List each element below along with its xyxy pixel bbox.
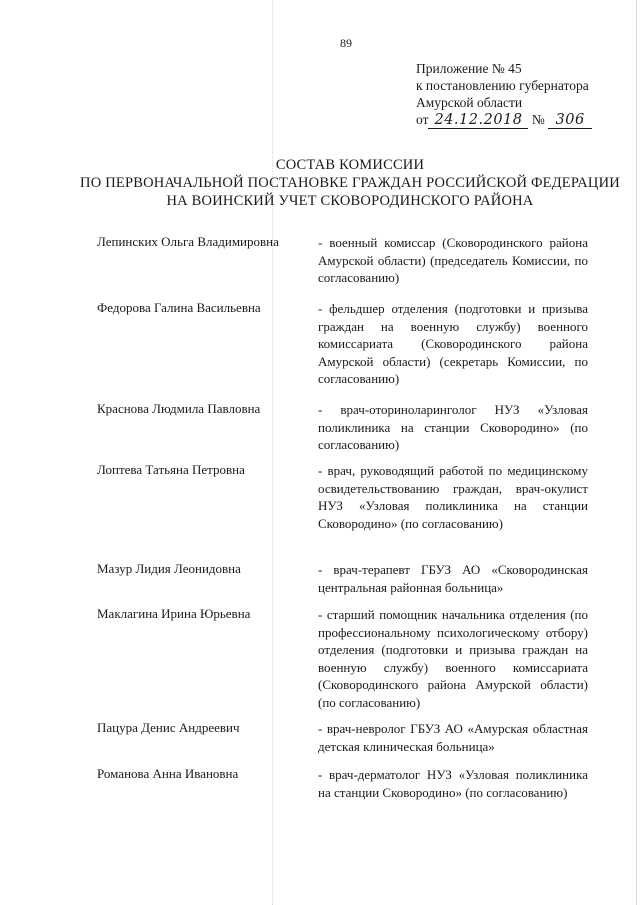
member-role: - военный комиссар (Сковородинского района Амурской области) (председатель Комиссии, по согласованию) <box>318 235 588 285</box>
member-name: Мазур Лидия Леонидовна <box>97 561 241 576</box>
appendix-resolution-line: к постановлению губернатора <box>416 78 589 93</box>
member-name: Пацура Денис Андреевич <box>97 720 240 735</box>
member-role: - врач, руководящий работой по медицинскому освидетельствованию граждан, врач-окулист НУЗ «Узловая поликлиника на станции Сковородино» (по согласованию) <box>318 463 588 531</box>
member-role: - старший помощник начальника отделения (по профессиональному психологическому отбору) отделения (подготовки и призыва граждан на военную службу) военного комиссариата (Сковородинского района Амурской области) (по согласованию) <box>318 607 588 710</box>
member-name: Лоптева Татьяна Петровна <box>97 462 245 477</box>
member-role: - врач-дерматолог НУЗ «Узловая поликлиника на станции Сковородино» (по согласованию) <box>318 767 588 800</box>
handwritten-number: 306 <box>548 113 592 129</box>
member-name: Романова Анна Ивановна <box>97 766 239 781</box>
member-role: - врач-невролог ГБУЗ АО «Амурская областная детская клиническая больница» <box>318 721 588 754</box>
handwritten-date: 24.12.2018 <box>428 113 528 129</box>
page-number: 89 <box>340 36 352 50</box>
member-name: Маклагина Ирина Юрьевна <box>97 606 251 621</box>
member-role: - фельдшер отделения (подготовки и призыва граждан на военную службу) военного комиссариата (Сковородинского района Амурской области) (секретарь Комиссии, по согласованию) <box>318 301 588 386</box>
number-label: № <box>531 112 545 127</box>
appendix-number: Приложение № 45 <box>416 61 522 76</box>
member-role: - врач-терапевт ГБУЗ АО «Сковородинская центральная районная больница» <box>318 562 588 595</box>
member-name: Федорова Галина Васильевна <box>97 300 261 315</box>
member-name: Краснова Людмила Павловна <box>97 401 261 416</box>
title-line-2: ПО ПЕРВОНАЧАЛЬНОЙ ПОСТАНОВКЕ ГРАЖДАН РОССИЙСКОЙ ФЕДЕРАЦИИ <box>80 175 620 191</box>
from-label: от <box>416 112 429 127</box>
title-line-3: НА ВОИНСКИЙ УЧЕТ СКОВОРОДИНСКОГО РАЙОНА <box>166 193 534 209</box>
member-role: - врач-оториноларинголог НУЗ «Узловая поликлиника на станции Сковородино» (по согласованию) <box>318 402 588 452</box>
member-name: Лепинских Ольга Владимировна <box>97 234 279 249</box>
title-line-1: СОСТАВ КОМИССИИ <box>275 157 425 173</box>
appendix-region: Амурской области <box>416 95 523 110</box>
